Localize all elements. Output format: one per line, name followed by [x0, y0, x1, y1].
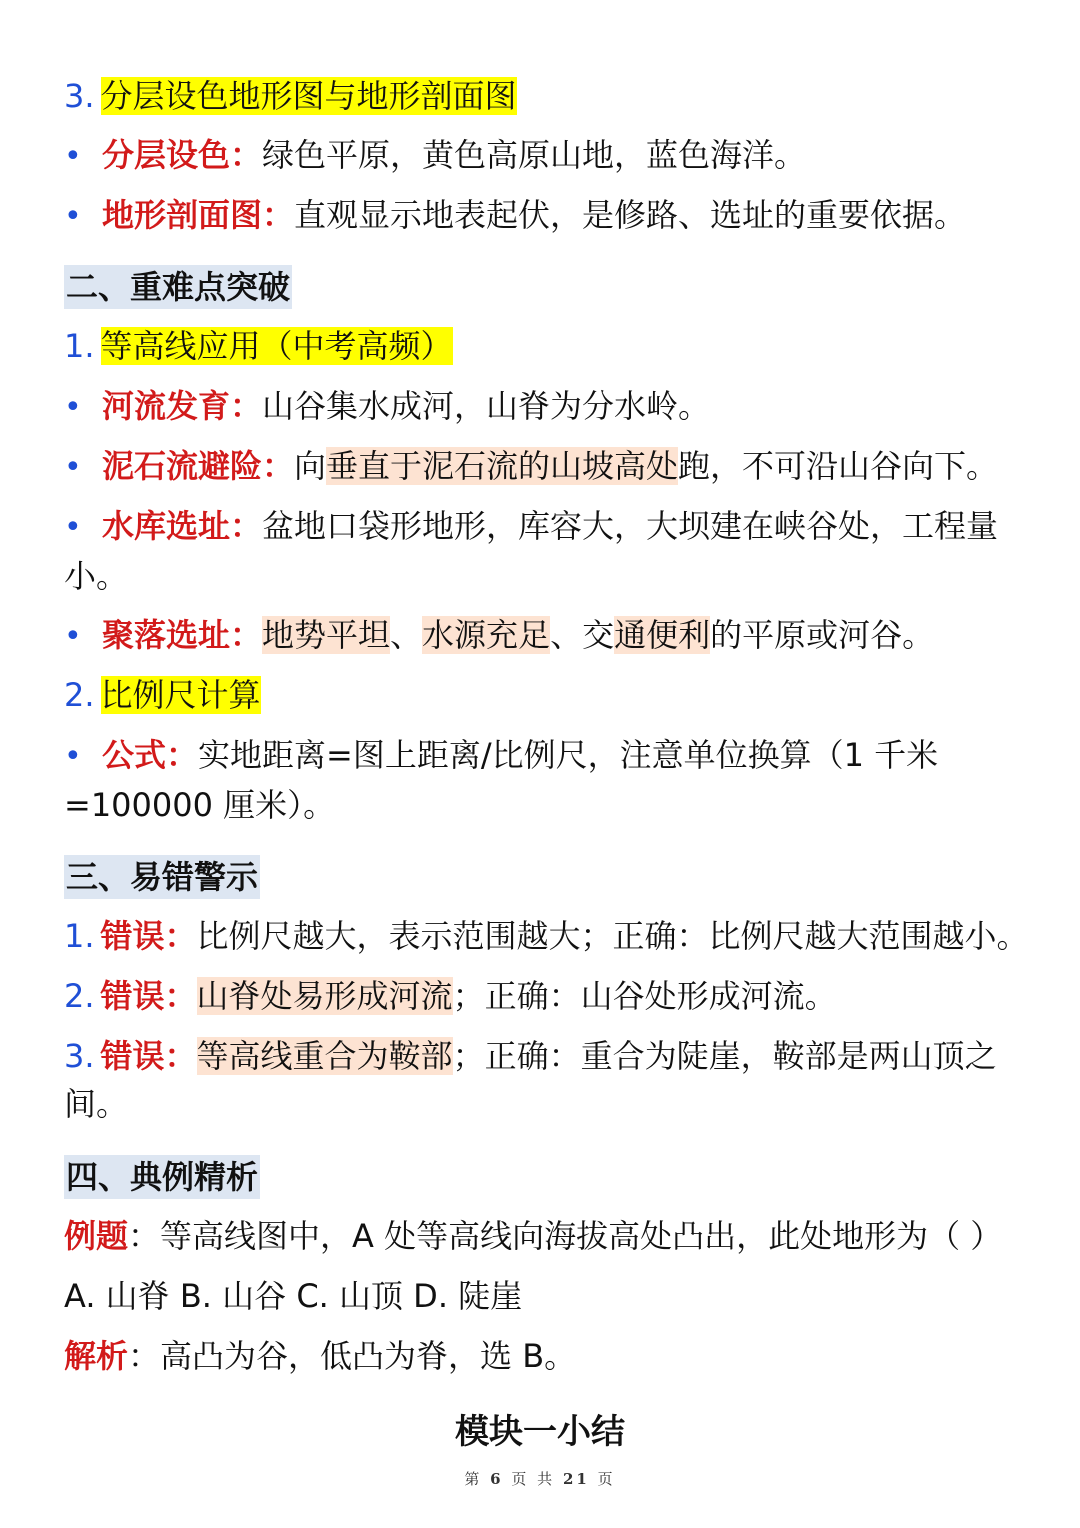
bullet-text: 实地距离=图上距离/比例尺，注意单位换算（1 千米 =100000 厘米）。	[64, 736, 939, 824]
example-answer	[64, 1332, 1020, 1380]
bullet-reservoir	[64, 502, 1020, 600]
bullet-icon: •	[64, 199, 82, 234]
item-title: 比例尺计算	[100, 676, 261, 714]
bullet-text: 跑，不可沿山谷向下。	[678, 447, 999, 485]
answer-text: ：高凸为谷，低凸为脊，选 B。	[128, 1337, 577, 1375]
highlight-text: 水源充足	[422, 616, 551, 654]
highlight-text: 通便利	[614, 616, 711, 654]
item-number: 3.	[64, 1037, 95, 1075]
bullet-icon: •	[64, 139, 82, 174]
error-label: 错误：	[100, 917, 197, 955]
bullet-icon: •	[64, 619, 82, 654]
item-3	[64, 72, 1020, 120]
bullet-label: 分层设色：	[102, 136, 263, 174]
bullet-formula	[64, 731, 1020, 829]
bullet-icon: •	[64, 390, 82, 425]
example-question	[64, 1212, 1020, 1260]
bullet-text: 直观显示地表起伏，是修路、选址的重要依据。	[294, 196, 967, 234]
section-heading-2: 二、重难点突破	[64, 265, 292, 309]
highlight-text: 地势平坦	[262, 616, 391, 654]
footer-total-pages: 21	[562, 1470, 590, 1488]
bullet-label: 公式：	[102, 736, 199, 774]
bullet-label: 地形剖面图：	[102, 196, 295, 234]
error-label: 错误：	[100, 1037, 197, 1075]
bullet-label: 聚落选址：	[102, 616, 263, 654]
item-number: 3.	[64, 77, 95, 115]
error-label: 错误：	[100, 977, 197, 1015]
footer-mid: 页 共	[511, 1470, 556, 1488]
bullet-mudslide	[64, 442, 1020, 492]
highlight-text: 等高线重合为鞍部	[196, 1037, 453, 1075]
item-number: 1.	[64, 917, 95, 955]
summary-title: 模块一小结	[455, 1412, 625, 1452]
error-1	[64, 912, 1029, 960]
item-title: 等高线应用（中考高频）	[100, 327, 453, 365]
section-heading-3: 三、易错警示	[64, 855, 260, 899]
item-number: 2.	[64, 977, 95, 1015]
error-text: ；正确：重合为陡崖，鞍部是两山顶之间。	[64, 1037, 997, 1123]
answer-label: 解析	[64, 1337, 129, 1375]
item-1	[64, 322, 1020, 370]
error-text: 比例尺越大，表示范围越大；正确：比例尺越大范围越小。	[196, 917, 1029, 955]
bullet-text: 绿色平原，黄色高原山地，蓝色海洋。	[262, 136, 807, 174]
error-text: ；正确：山谷处形成河流。	[452, 977, 837, 1015]
bullet-text: 、	[390, 616, 423, 654]
highlight-text: 垂直于泥石流的山坡高处	[326, 447, 679, 485]
item-number: 1.	[64, 327, 95, 365]
bullet-label: 河流发育：	[102, 387, 263, 425]
footer-post: 页	[597, 1470, 616, 1488]
bullet-icon: •	[64, 450, 82, 485]
error-2	[64, 972, 1020, 1020]
page-footer	[0, 1468, 1080, 1489]
error-3	[64, 1032, 1020, 1128]
example-options: A. 山脊 B. 山谷 C. 山顶 D. 陡崖	[64, 1277, 523, 1315]
bullet-icon: •	[64, 739, 82, 774]
question-label: 例题	[64, 1217, 129, 1255]
bullet-layered-color	[64, 131, 1020, 181]
bullet-label: 水库选址：	[102, 507, 263, 545]
item-number: 2.	[64, 676, 95, 714]
question-text: ：等高线图中，A 处等高线向海拔高处凸出，此处地形为（ ）	[128, 1217, 1003, 1255]
section-heading-4: 四、典例精析	[64, 1155, 260, 1199]
footer-page-number: 6	[490, 1470, 504, 1488]
highlight-text: 山脊处易形成河流	[196, 977, 453, 1015]
bullet-profile	[64, 191, 1020, 241]
bullet-text: 山谷集水成河，山脊为分水岭。	[262, 387, 711, 425]
bullet-label: 泥石流避险：	[102, 447, 295, 485]
bullet-text: 的平原或河谷。	[710, 616, 935, 654]
bullet-text: 向	[294, 447, 327, 485]
bullet-river	[64, 382, 1020, 432]
item-title: 分层设色地形图与地形剖面图	[100, 77, 517, 115]
bullet-settlement	[64, 611, 1020, 661]
bullet-text: 、交	[550, 616, 615, 654]
bullet-icon: •	[64, 510, 82, 545]
item-2	[64, 671, 1020, 719]
footer-pre: 第	[464, 1470, 483, 1488]
bullet-text: 盆地口袋形地形，库容大，大坝建在峡谷处，工程量小。	[64, 507, 999, 595]
